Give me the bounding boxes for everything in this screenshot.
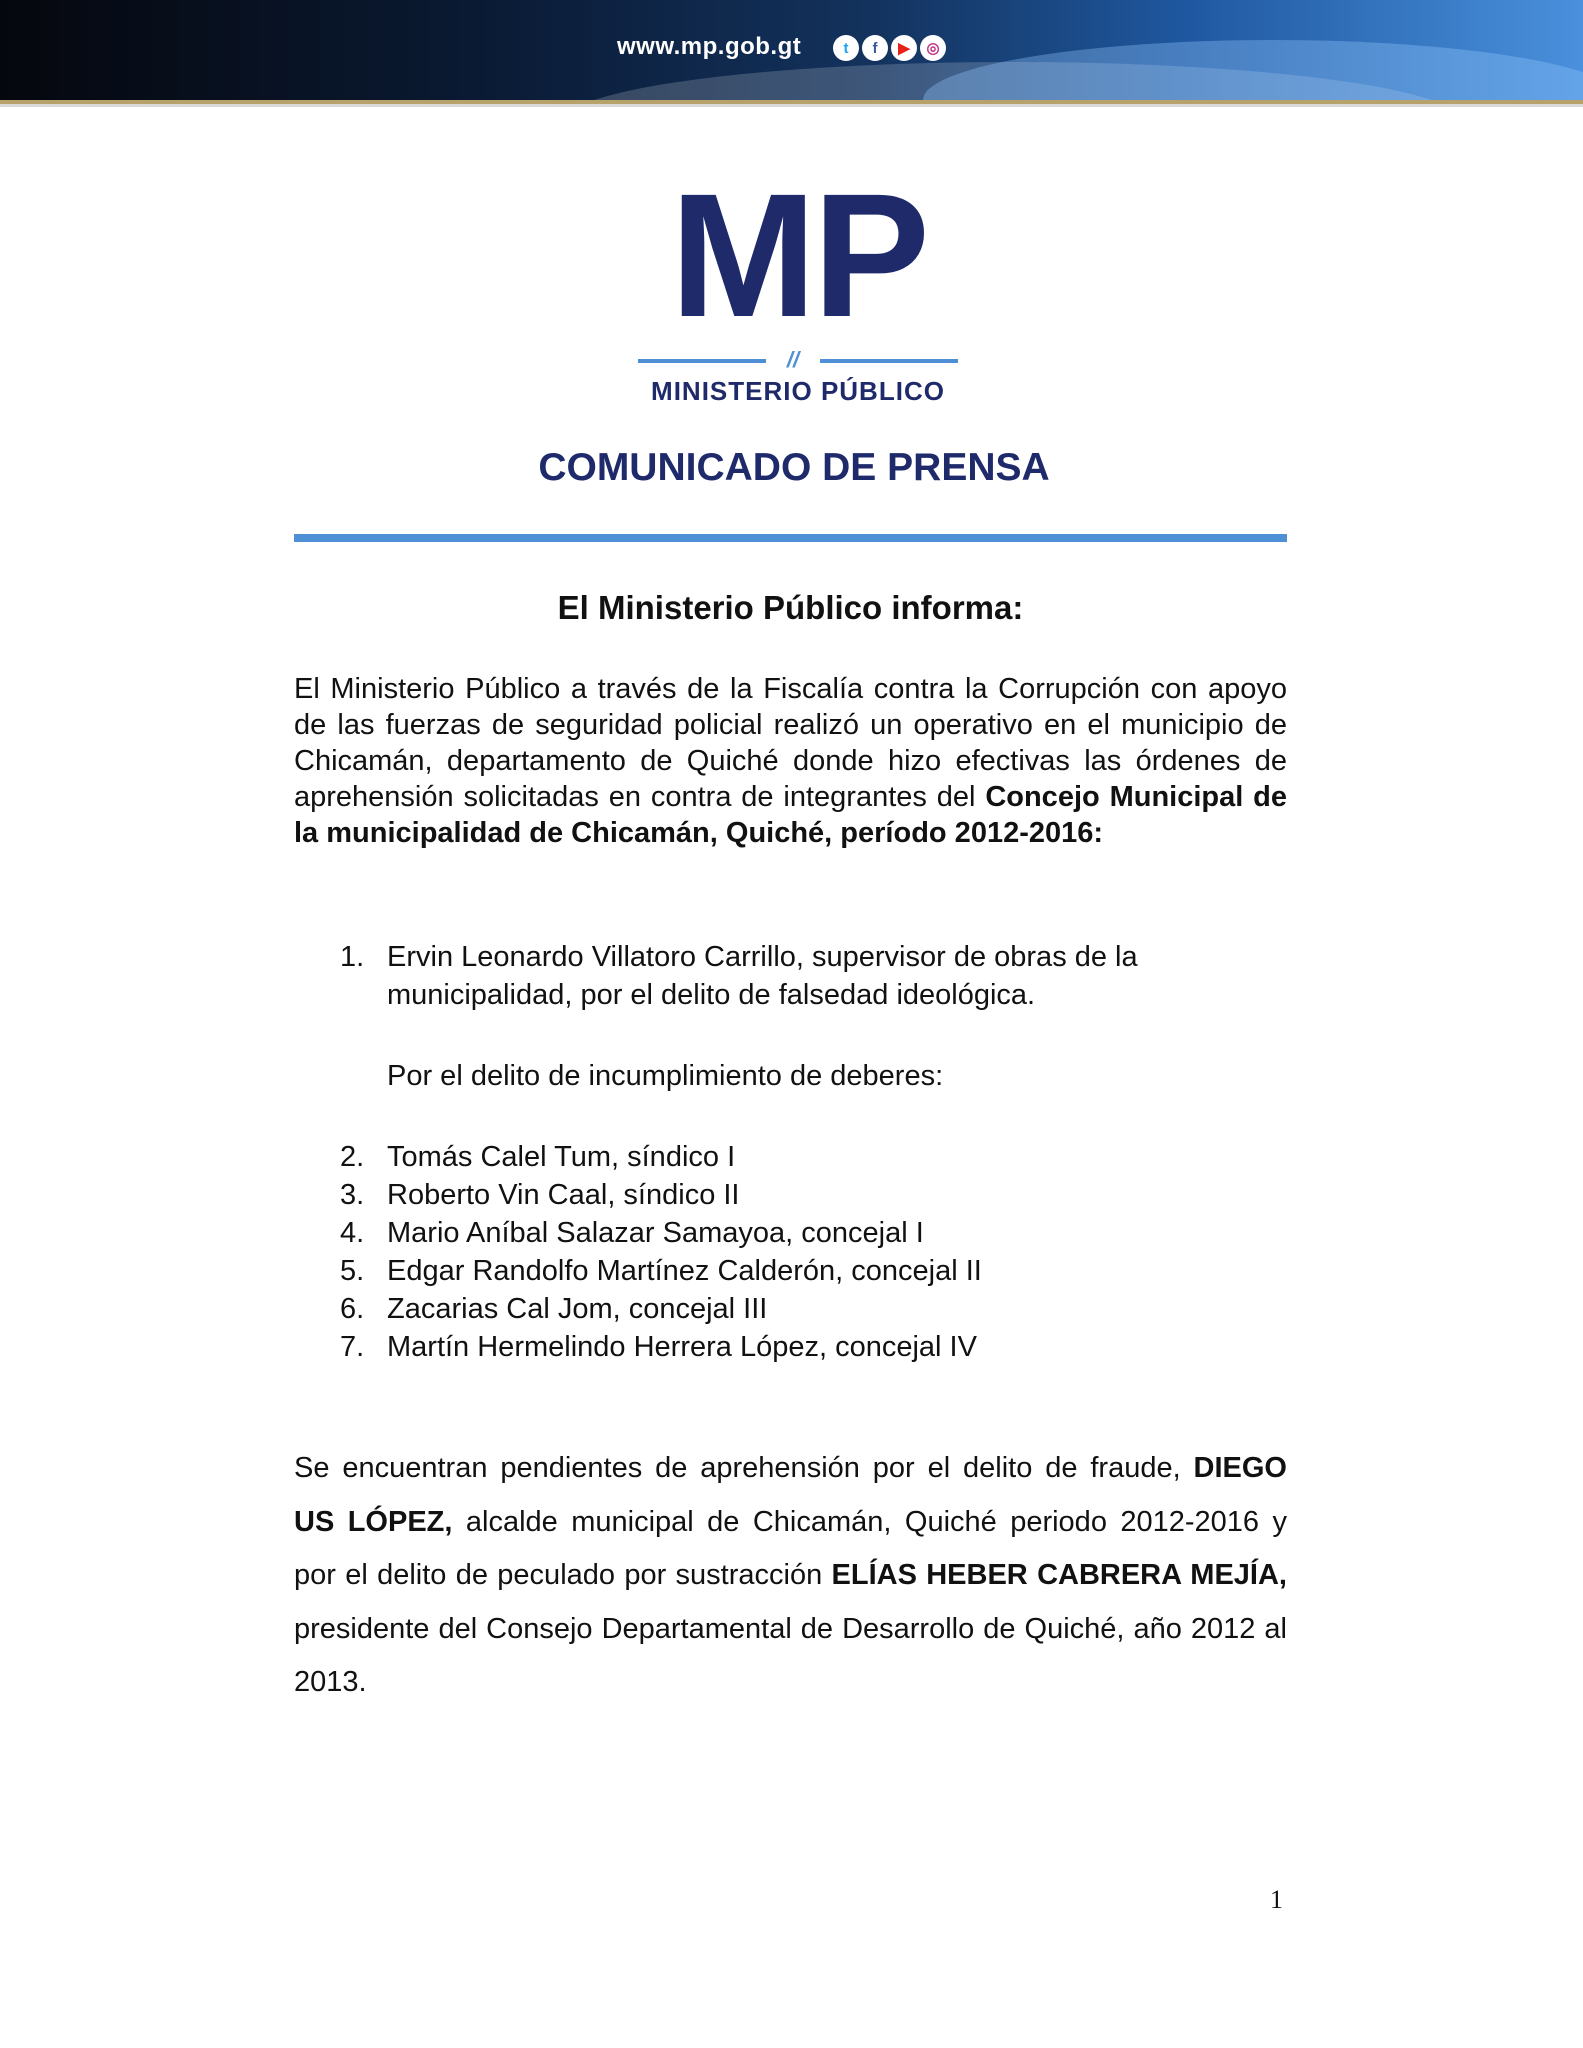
facebook-icon[interactable]: f <box>862 35 888 61</box>
list-text: Roberto Vin Caal, síndico II <box>387 1179 740 1211</box>
list-number: 1. <box>340 941 365 973</box>
arrest-list-duties <box>340 1138 1290 1366</box>
list-note: Por el delito de incumplimiento de deberes: <box>387 1060 944 1092</box>
list-text: Edgar Randolfo Martínez Calderón, concejal II <box>387 1255 982 1287</box>
list-item <box>340 938 1290 1014</box>
title-divider <box>294 534 1287 542</box>
list-text: Martín Hermelindo Herrera López, concejal IV <box>387 1331 977 1363</box>
list-item <box>340 1290 1290 1328</box>
ministerio-publico-logo <box>638 158 958 408</box>
list-text: Ervin Leonardo Villatoro Carrillo, supervisor de obras de la municipalidad, por el delito de falsedad ideológica. <box>387 941 1138 1011</box>
website-link[interactable]: www.mp.gob.gt <box>617 33 802 60</box>
arrest-list <box>340 938 1290 1014</box>
list-note-block <box>340 1057 1290 1095</box>
list-text: Tomás Calel Tum, síndico I <box>387 1141 736 1173</box>
intro-bold-text: Concejo Municipal de la municipalidad de Chicamán, Quiché, período 2012-2016: <box>294 781 1287 849</box>
list-number: 6. <box>340 1293 365 1325</box>
list-number: 2. <box>340 1141 365 1173</box>
logo-line <box>638 359 766 363</box>
twitter-icon[interactable]: t <box>833 35 859 61</box>
logo-line <box>820 359 958 363</box>
list-text: Mario Aníbal Salazar Samayoa, concejal I <box>387 1217 924 1249</box>
header-banner <box>0 0 1583 100</box>
list-item <box>340 1252 1290 1290</box>
closing-paragraph <box>294 1442 1287 1710</box>
instagram-icon[interactable]: ◎ <box>920 35 946 61</box>
list-number: 5. <box>340 1255 365 1287</box>
closing-text: alcalde municipal de Chicamán, Quiché periodo 2012-2016 y por el delito de peculado por sustracción <box>294 1505 1287 1591</box>
closing-name-1: DIEGO US LÓPEZ, <box>294 1452 1287 1538</box>
list-item <box>340 1138 1290 1176</box>
closing-text: Se encuentran pendientes de aprehensión por el delito de fraude, <box>294 1452 1194 1484</box>
header-wave-decoration <box>923 40 1583 100</box>
page-number: 1 <box>1270 1885 1283 1914</box>
logo-emblem-icon: // <box>786 347 800 372</box>
subtitle: El Ministerio Público informa: <box>557 589 1024 626</box>
intro-paragraph <box>294 671 1287 851</box>
social-links <box>833 35 946 61</box>
intro-text: El Ministerio Público a través de la Fiscalía contra la Corrupción con apoyo de las fuerzas de seguridad policial realizó un operativo en el municipio de Chicamán, departamento de Quiché donde hizo efectivas las órdenes de aprehensión solicitadas en contra de integrantes del <box>294 673 1287 813</box>
list-text: Zacarias Cal Jom, concejal III <box>387 1293 768 1325</box>
closing-text: presidente del Consejo Departamental de Desarrollo de Quiché, año 2012 al 2013. <box>294 1612 1287 1698</box>
page-title: COMUNICADO DE PRENSA <box>538 446 1050 489</box>
list-number: 4. <box>340 1217 365 1249</box>
closing-name-2: ELÍAS HEBER CABRERA MEJÍA, <box>831 1559 1287 1591</box>
logo-name: MINISTERIO PÚBLICO <box>651 376 945 406</box>
list-number: 3. <box>340 1179 365 1211</box>
header-divider <box>0 104 1583 107</box>
list-number: 7. <box>340 1331 365 1363</box>
logo-letters: MP <box>670 158 926 354</box>
list-item <box>340 1328 1290 1366</box>
list-item <box>340 1214 1290 1252</box>
list-item <box>340 1176 1290 1214</box>
youtube-icon[interactable]: ▶ <box>891 35 917 61</box>
